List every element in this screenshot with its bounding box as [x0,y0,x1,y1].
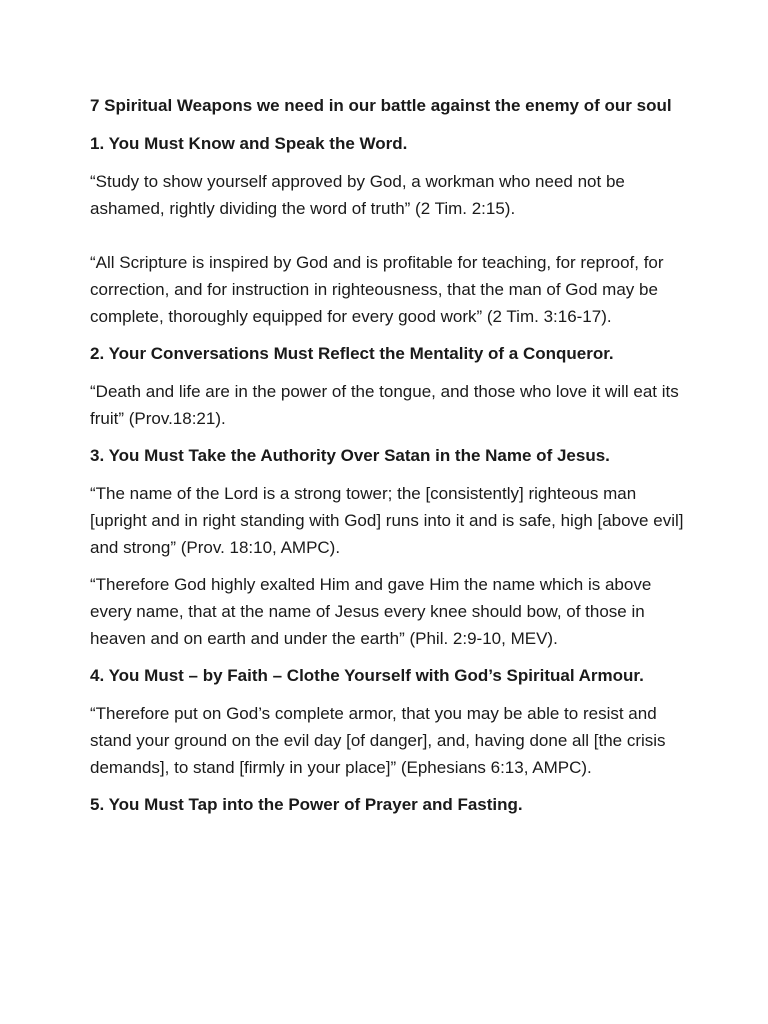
section-heading-3: 3. You Must Take the Authority Over Satan in the Name of Jesus. [90,446,610,465]
document-page [90,92,690,829]
scripture-quote: “Therefore God highly exalted Him and gave Him the name which is above every name, that at the name of Jesus every knee should bow, of those in heaven and on earth and under the earth” (Phil. 2:9-10, MEV). [90,575,652,648]
scripture-quote: “Study to show yourself approved by God, a workman who need not be ashamed, rightly dividing the word of truth” (2 Tim. 2:15). [90,172,625,218]
scripture-quote: “All Scripture is inspired by God and is profitable for teaching, for reproof, for correction, and for instruction in righteousness, that the man of God may be complete, thoroughly equipped for every good work” (2 Tim. 3:16-17). [90,253,664,326]
section-heading-5: 5. You Must Tap into the Power of Prayer and Fasting. [90,795,523,814]
document-title: 7 Spiritual Weapons we need in our battle against the enemy of our soul [90,96,672,115]
section-heading-4: 4. You Must – by Faith – Clothe Yourself with God’s Spiritual Armour. [90,666,644,685]
paragraph-spacer [90,232,690,249]
scripture-quote: “The name of the Lord is a strong tower; the [consistently] righteous man [upright and in right standing with God] runs into it and is safe, high [above evil] and strong” (Prov. 18:10, AMPC). [90,484,684,557]
section-heading-2: 2. Your Conversations Must Reflect the Mentality of a Conqueror. [90,344,614,363]
scripture-quote: “Death and life are in the power of the tongue, and those who love it will eat its fruit” (Prov.18:21). [90,382,679,428]
section-heading-1: 1. You Must Know and Speak the Word. [90,134,408,153]
scripture-quote: “Therefore put on God’s complete armor, that you may be able to resist and stand your ground on the evil day [of danger], and, having done all [the crisis demands], to stand [firmly in your place]” (Ephesians 6:13, AMPC). [90,704,666,777]
